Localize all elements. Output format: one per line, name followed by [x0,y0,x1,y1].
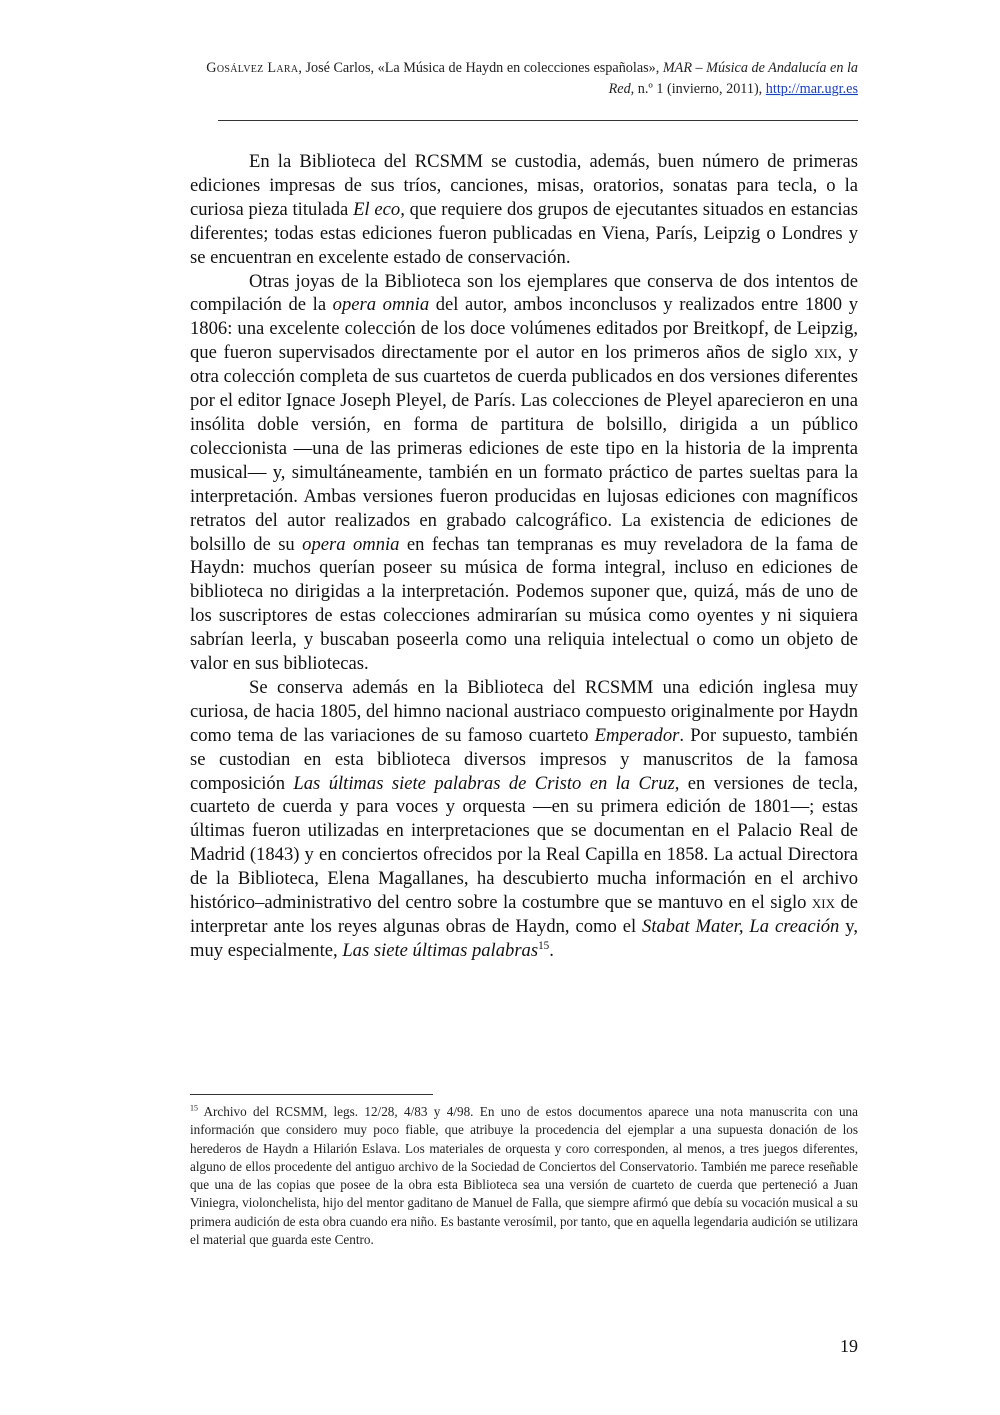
paragraph-text: , y otra colección completa de sus cuartetos de cuerda publicados en dos versiones diferentes por el editor Ignace Joseph Pleyel, de París. Las colecciones de Pleyel aparecieron en una insólita doble versión, en forma de partitura de bolsillo, dirigida a un público coleccionista —una de las primeras ediciones de este tipo en la historia de la imprenta musical— y, simultáneamente, también en un formato práctico de partes sueltas para la interpretación. Ambas versiones fueron producidas en lujosas ediciones con magníficos retratos del autor realizados en grabado calcográfico. La existencia de ediciones de bolsillo de su [190,342,858,555]
paragraph-text: y, muy especialmente, [190,916,858,961]
paragraph-2 [190,270,858,676]
header-issue: n.º 1 (invierno, 2011), [634,81,766,97]
italic-title: Stabat Mater, La creación [642,916,840,937]
header-url-link[interactable]: http://mar.ugr.es [765,81,858,97]
italic-term: opera omnia [302,533,400,555]
paragraph-3 [190,676,858,963]
footnote-number: 15 [190,1103,198,1113]
header-author-surname: Gosálvez Lara [206,60,299,76]
paragraph-text: Se conserva además en la Biblioteca del RCSMM una edición inglesa muy curiosa, de hacia 1805, del himno nacional austriaco compuesto originalmente por Haydn como tema de las variaciones de su famoso cuarteto [190,676,858,746]
paragraph-text: En la Biblioteca del RCSMM se custodia, además, buen número de primeras ediciones impresas de sus tríos, canciones, misas, oratorios, sonatas para tecla, o la curiosa pieza titulada [190,151,858,220]
italic-title: Las últimas siete palabras de Cristo en la Cruz [293,772,675,794]
paragraph-text: , en versiones de tecla, cuarteto de cuerda y para voces y orquesta —en su primera edición de 1801—; estas últimas fueron utilizadas en interpretaciones que se documentan en el Palacio Real de Madrid (1843) y en conciertos ofrecidos por la Real Capilla en 1858. La actual Directora de la Biblioteca, Elena Magallanes, ha descubierto mucha información en el archivo histórico–administrativo del centro sobre la costumbre que se mantuvo en el siglo [190,772,858,914]
paragraph-text: que requiere dos grupos de ejecutantes situados en estancias diferentes; todas estas ediciones fueron publicadas en Viena, París, Leipzig o Londres y se encuentran en excelente estado de conservación. [190,198,859,268]
paragraph-1 [190,150,858,270]
century-numeral: xix [811,892,835,914]
italic-term: opera omnia [332,294,430,316]
footnote-text: Archivo del RCSMM, legs. 12/28, 4/83 y 4/98. En uno de estos documentos aparece una nota manuscrita con una información que considero muy poco fiable, que atribuye la procedencia del ejemplar a una supuesta donación de los herederos de Haydn a Hilarión Eslava. Los materiales de orquesta y coro corresponden, al menos, a tres juegos diferentes, alguno de ellos procedente del antiguo archivo de la Sociedad de Conciertos del Conservatorio. También me parece reseñable que una de las copias que posee de la obra esta Biblioteca sea una versión de cuarteto de cuerda que perteneció a Juan Viniegra, violonchelista, hijo del mentor gaditano de Manuel de Falla, que siempre afirmó que debía su vocación musical a su primera audición de esta obra cuando era niño. Es bastante verosímil, por tanto, que en aquella legendaria audición se utilizara el material que guarda este Centro. [190,1104,858,1248]
italic-title: El eco, [353,198,405,220]
paragraph-text: de interpretar ante los reyes algunas obras de Haydn, como el [190,892,858,937]
page-number: 19 [840,1336,858,1356]
header-rule [218,120,858,121]
paragraph-text: del autor, ambos inconclusos y realizados entre 1800 y 1806: una excelente colección de los doce volúmenes editados por Breitkopf, de Leipzig, que fueron supervisados directamente por el autor en los primeros años de siglo [190,294,858,364]
italic-title: Las siete últimas palabras [342,939,539,961]
paragraph-text: Otras joyas de la Biblioteca son los ejemplares que conserva de dos intentos de compilación de la [190,270,858,316]
paragraph-text: en fechas tan tempranas es muy reveladora de la fama de Haydn: muchos querían poseer su música de forma integral, incluso en ediciones de biblioteca no dirigidas a la interpretación. Podemos suponer que, quizá, más de uno de los suscriptores de estas colecciones admirarían su música como oyentes y ni siquiera sabrían leerla, y buscaban poseerla como una reliquia intelectual o como un objeto de valor en sus bibliotecas. [190,533,858,675]
header-citation: , José Carlos, «La Música de Haydn en colecciones españolas», [298,60,663,76]
italic-title: Emperador [594,724,680,746]
footnote-reference: 15 [538,939,550,952]
footnote-15 [190,1103,858,1249]
header-journal: MAR – Música de Andalucía en la Red, [608,60,858,97]
running-header [190,58,858,100]
paragraph-text: . Por supuesto, también se custodian en esta biblioteca diversos impresos y manuscritos de la famosa composición [190,724,859,794]
footnote-rule [190,1094,433,1095]
paragraph-text: . [549,939,554,961]
century-numeral: xix [814,342,838,364]
main-text [190,150,858,963]
footnote [190,1103,858,1249]
